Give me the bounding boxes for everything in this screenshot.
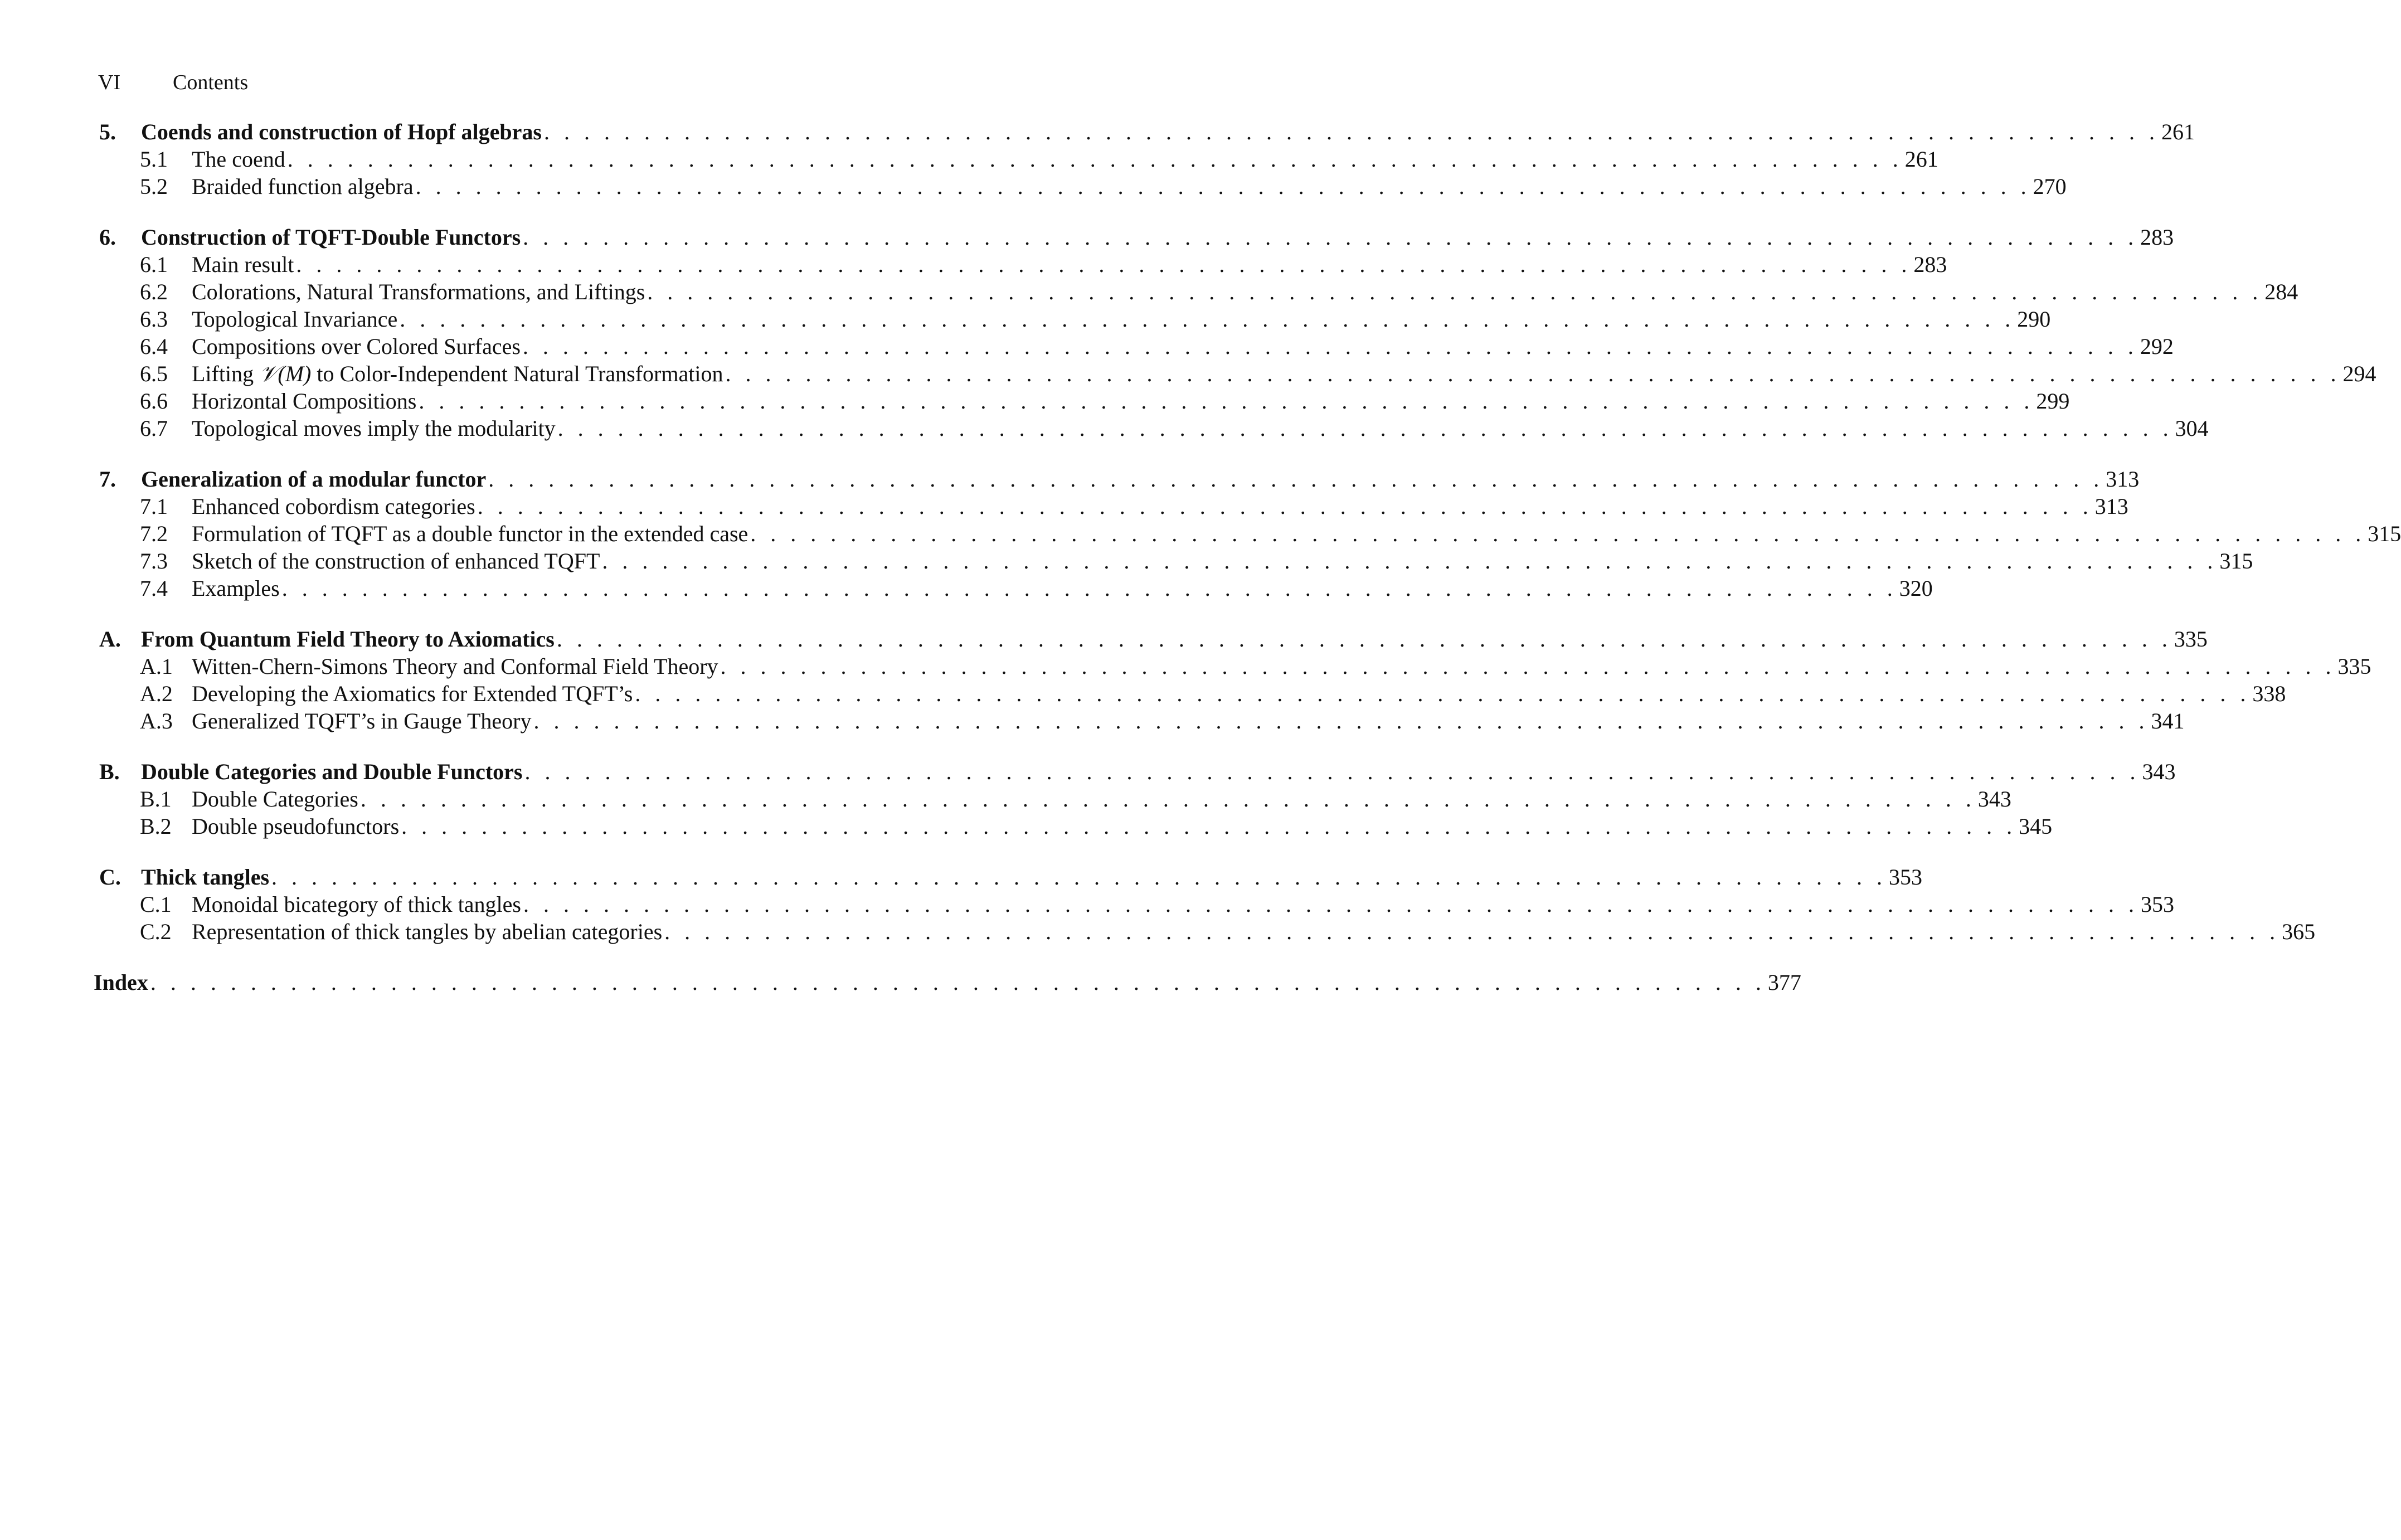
page-number: 290: [2017, 307, 2051, 332]
dot-leader: . . . . . . . . . . . . . . . . . . . . . . . . . . . . . . . . . . . . . . . . . . . . . . . . . . . . . . . . . . . . . . . . . . . . . . . . . . . . . . . . .: [400, 307, 2015, 332]
page-number: 294: [2342, 361, 2376, 386]
dot-leader: . . . . . . . . . . . . . . . . . . . . . . . . . . . . . . . . . . . . . . . . . . . . . . . . . . . . . . . . . . . . . . . . . . . . . . . . . . . . . . . . .: [602, 548, 2218, 574]
section-title: Enhanced cobordism categories: [192, 494, 475, 519]
section-number: A.2: [140, 681, 173, 706]
section-title: The coend: [192, 147, 285, 172]
math-symbol: 𝒱(M): [259, 361, 312, 386]
toc-section-entry[interactable]: [0, 333, 2174, 360]
running-head-title: Contents: [173, 71, 249, 94]
dot-leader: . . . . . . . . . . . . . . . . . . . . . . . . . . . . . . . . . . . . . . . . . . . . . . . . . . . . . . . . . . . . . . . . . . . . . . . . . . . . . . . . .: [401, 814, 2017, 839]
section-title: Developing the Axiomatics for Extended TQFT’s: [192, 681, 633, 706]
section-title: Topological moves imply the modularity: [192, 416, 556, 441]
dot-leader: . . . . . . . . . . . . . . . . . . . . . . . . . . . . . . . . . . . . . . . . . . . . . . . . . . . . . . . . . . . . . . . . . . . . . . . . . . . . . . . . .: [296, 252, 1912, 277]
toc-index-entry[interactable]: [0, 969, 1801, 996]
chapter-number: A.: [99, 626, 121, 652]
chapter-title: Generalization of a modular functor: [141, 467, 487, 492]
dot-leader: . . . . . . . . . . . . . . . . . . . . . . . . . . . . . . . . . . . . . . . . . . . . . . . . . . . . . . . . . . . . . . . . . . . . . . . . . . . . . . . . .: [523, 225, 2138, 250]
toc-section-entry[interactable]: [0, 653, 2371, 680]
toc-index: [0, 969, 1801, 996]
section-number: 7.2: [140, 521, 168, 546]
chapter-title: From Quantum Field Theory to Axiomatics: [141, 626, 555, 652]
section-title: Topological Invariance: [192, 307, 398, 332]
section-title: [192, 360, 723, 387]
section-number: 7.4: [140, 576, 168, 601]
section-title: Examples: [192, 576, 280, 601]
toc-section-entry[interactable]: [0, 360, 2376, 387]
section-title: Representation of thick tangles by abelian categories: [192, 919, 663, 944]
dot-leader: . . . . . . . . . . . . . . . . . . . . . . . . . . . . . . . . . . . . . . . . . . . . . . . . . . . . . . . . . . . . . . . . . . . . . . . . . . . . . . . . .: [533, 708, 2149, 733]
chapter-title: Double Categories and Double Functors: [141, 759, 523, 784]
dot-leader: . . . . . . . . . . . . . . . . . . . . . . . . . . . . . . . . . . . . . . . . . . . . . . . . . . . . . . . . . . . . . . . . . . . . . . . . . . . . . . . . .: [150, 970, 1766, 995]
toc-chapter-7: [0, 465, 2401, 602]
toc-section-entry[interactable]: [0, 278, 2298, 305]
toc-chapter-entry[interactable]: [0, 625, 2208, 653]
section-number: 6.7: [140, 416, 168, 441]
dot-leader: . . . . . . . . . . . . . . . . . . . . . . . . . . . . . . . . . . . . . . . . . . . . . . . . . . . . . . . . . . . . . . . . . . . . . . . . . . . . . . . . .: [271, 864, 1887, 890]
section-title: Compositions over Colored Surfaces: [192, 334, 521, 359]
section-title: Generalized TQFT’s in Gauge Theory: [192, 708, 532, 733]
toc-chapter-entry[interactable]: [0, 224, 2174, 251]
page-number: 353: [1889, 864, 1923, 890]
section-title: Main result: [192, 252, 294, 277]
page-number: 338: [2252, 681, 2286, 706]
page-number: 304: [2175, 416, 2209, 441]
section-number: 5.1: [140, 147, 168, 172]
section-number: C.1: [140, 892, 172, 917]
section-title: Double pseudofunctors: [192, 814, 400, 839]
toc-section-entry[interactable]: [0, 251, 1947, 278]
section-title-prefix: Lifting: [192, 361, 260, 386]
page-number: 299: [2036, 388, 2070, 414]
toc-chapter-5: [0, 118, 2195, 200]
toc-section-entry[interactable]: [0, 918, 2316, 945]
toc-chapter-6: [0, 224, 2376, 442]
page-number: 353: [2140, 892, 2174, 917]
toc-section-entry[interactable]: [0, 707, 2185, 735]
dot-leader: . . . . . . . . . . . . . . . . . . . . . . . . . . . . . . . . . . . . . . . . . . . . . . . . . . . . . . . . . . . . . . . . . . . . . . . . . . . . . . . . .: [725, 361, 2341, 386]
toc-section-entry[interactable]: [0, 547, 2253, 575]
section-title: Formulation of TQFT as a double functor in the extended case: [192, 521, 749, 546]
page-number: 341: [2151, 708, 2185, 733]
section-number: B.1: [140, 786, 172, 812]
section-number: 6.6: [140, 388, 168, 414]
chapter-title: Coends and construction of Hopf algebras: [141, 119, 542, 144]
section-number: 6.2: [140, 279, 168, 304]
section-title: Double Categories: [192, 786, 358, 812]
section-number: 6.3: [140, 307, 168, 332]
page-number: 315: [2368, 521, 2401, 546]
chapter-number: 5.: [99, 119, 116, 144]
dot-leader: . . . . . . . . . . . . . . . . . . . . . . . . . . . . . . . . . . . . . . . . . . . . . . . . . . . . . . . . . . . . . . . . . . . . . . . . . . . . . . . . .: [664, 919, 2280, 944]
page-number: 283: [2140, 225, 2174, 250]
dot-leader: . . . . . . . . . . . . . . . . . . . . . . . . . . . . . . . . . . . . . . . . . . . . . . . . . . . . . . . . . . . . . . . . . . . . . . . . . . . . . . . . .: [750, 521, 2366, 546]
section-title: Monoidal bicategory of thick tangles: [192, 892, 521, 917]
page-number: 345: [2019, 814, 2053, 839]
dot-leader: . . . . . . . . . . . . . . . . . . . . . . . . . . . . . . . . . . . . . . . . . . . . . . . . . . . . . . . . . . . . . . . . . . . . . . . . . . . . . . . . .: [477, 494, 2093, 519]
toc-section-entry[interactable]: [0, 785, 2011, 813]
page-number: 320: [1899, 576, 1933, 601]
page-number: 313: [2094, 494, 2128, 519]
toc-chapter-entry[interactable]: [0, 465, 2140, 493]
dot-leader: . . . . . . . . . . . . . . . . . . . . . . . . . . . . . . . . . . . . . . . . . . . . . . . . . . . . . . . . . . . . . . . . . . . . . . . . . . . . . . . . .: [415, 174, 2031, 199]
page-number: 261: [1904, 147, 1938, 172]
dot-leader: . . . . . . . . . . . . . . . . . . . . . . . . . . . . . . . . . . . . . . . . . . . . . . . . . . . . . . . . . . . . . . . . . . . . . . . . . . . . . . . . .: [635, 681, 2251, 706]
dot-leader: . . . . . . . . . . . . . . . . . . . . . . . . . . . . . . . . . . . . . . . . . . . . . . . . . . . . . . . . . . . . . . . . . . . . . . . . . . . . . . . . .: [360, 786, 1976, 812]
toc-section-entry[interactable]: [0, 145, 1938, 173]
section-title: Horizontal Compositions: [192, 388, 417, 414]
section-title: Colorations, Natural Transformations, and Liftings: [192, 279, 645, 304]
dot-leader: . . . . . . . . . . . . . . . . . . . . . . . . . . . . . . . . . . . . . . . . . . . . . . . . . . . . . . . . . . . . . . . . . . . . . . . . . . . . . . . . .: [287, 147, 1903, 172]
section-number: 5.2: [140, 174, 168, 199]
page-number: 315: [2219, 548, 2253, 574]
chapter-number: C.: [99, 864, 121, 890]
toc-section-entry[interactable]: [0, 891, 2174, 918]
dot-leader: . . . . . . . . . . . . . . . . . . . . . . . . . . . . . . . . . . . . . . . . . . . . . . . . . . . . . . . . . . . . . . . . . . . . . . . . . . . . . . . . .: [543, 119, 2159, 144]
dot-leader: . . . . . . . . . . . . . . . . . . . . . . . . . . . . . . . . . . . . . . . . . . . . . . . . . . . . . . . . . . . . . . . . . . . . . . . . . . . . . . . . .: [522, 334, 2138, 359]
table-of-contents: [0, 118, 2401, 1019]
section-number: 6.4: [140, 334, 168, 359]
toc-section-entry[interactable]: [0, 813, 2053, 840]
toc-appendix-b: [0, 758, 2176, 840]
page-number: 283: [1913, 252, 1947, 277]
page-number: 261: [2161, 119, 2195, 144]
toc-section-entry[interactable]: [0, 415, 2209, 442]
section-title-suffix: to Color-Independent Natural Transformation: [311, 361, 723, 386]
dot-leader: . . . . . . . . . . . . . . . . . . . . . . . . . . . . . . . . . . . . . . . . . . . . . . . . . . . . . . . . . . . . . . . . . . . . . . . . . . . . . . . . .: [523, 892, 2138, 917]
page-number: 335: [2174, 626, 2208, 652]
chapter-number: B.: [99, 759, 120, 784]
toc-section-entry[interactable]: [0, 305, 2051, 333]
page-number: 343: [2142, 759, 2176, 784]
page-number: 313: [2106, 467, 2140, 492]
page-number: 284: [2264, 279, 2298, 304]
section-number: A.3: [140, 708, 173, 733]
toc-section-entry[interactable]: [0, 520, 2401, 547]
page-number: 343: [1977, 786, 2011, 812]
toc-section-entry[interactable]: [0, 680, 2286, 707]
section-number: 6.5: [140, 361, 168, 386]
section-number: B.2: [140, 814, 172, 839]
page-number: 335: [2337, 654, 2371, 679]
running-head: [98, 70, 850, 95]
dot-leader: . . . . . . . . . . . . . . . . . . . . . . . . . . . . . . . . . . . . . . . . . . . . . . . . . . . . . . . . . . . . . . . . . . . . . . . . . . . . . . . . .: [557, 416, 2173, 441]
page-number: 292: [2140, 334, 2174, 359]
dot-leader: . . . . . . . . . . . . . . . . . . . . . . . . . . . . . . . . . . . . . . . . . . . . . . . . . . . . . . . . . . . . . . . . . . . . . . . . . . . . . . . . .: [647, 279, 2263, 304]
page-folio: VI: [98, 71, 121, 94]
section-number: C.2: [140, 919, 172, 944]
toc-appendix-c: [0, 863, 2316, 945]
section-number: 7.3: [140, 548, 168, 574]
chapter-number: 6.: [99, 225, 116, 250]
dot-leader: . . . . . . . . . . . . . . . . . . . . . . . . . . . . . . . . . . . . . . . . . . . . . . . . . . . . . . . . . . . . . . . . . . . . . . . . . . . . . . . . .: [556, 626, 2172, 652]
toc-section-entry[interactable]: [0, 387, 2070, 415]
toc-chapter-entry[interactable]: [0, 758, 2176, 785]
dot-leader: . . . . . . . . . . . . . . . . . . . . . . . . . . . . . . . . . . . . . . . . . . . . . . . . . . . . . . . . . . . . . . . . . . . . . . . . . . . . . . . . .: [419, 388, 2034, 414]
section-number: 6.1: [140, 252, 168, 277]
chapter-title: Construction of TQFT-Double Functors: [141, 225, 521, 250]
toc-section-entry[interactable]: [0, 493, 2128, 520]
toc-chapter-entry[interactable]: [0, 118, 2195, 145]
section-number: A.1: [140, 654, 173, 679]
section-number: 7.1: [140, 494, 168, 519]
index-title: Index: [94, 970, 148, 995]
page-number: 377: [1767, 970, 1801, 995]
section-title: Sketch of the construction of enhanced TQFT: [192, 548, 600, 574]
dot-leader: . . . . . . . . . . . . . . . . . . . . . . . . . . . . . . . . . . . . . . . . . . . . . . . . . . . . . . . . . . . . . . . . . . . . . . . . . . . . . . . . .: [524, 759, 2140, 784]
chapter-title: Thick tangles: [141, 864, 270, 890]
dot-leader: . . . . . . . . . . . . . . . . . . . . . . . . . . . . . . . . . . . . . . . . . . . . . . . . . . . . . . . . . . . . . . . . . . . . . . . . . . . . . . . . .: [488, 467, 2104, 492]
dot-leader: . . . . . . . . . . . . . . . . . . . . . . . . . . . . . . . . . . . . . . . . . . . . . . . . . . . . . . . . . . . . . . . . . . . . . . . . . . . . . . . . .: [720, 654, 2336, 679]
chapter-number: 7.: [99, 467, 116, 492]
section-title: Braided function algebra: [192, 174, 414, 199]
toc-section-entry[interactable]: [0, 173, 2067, 200]
toc-section-entry[interactable]: [0, 575, 1933, 602]
dot-leader: . . . . . . . . . . . . . . . . . . . . . . . . . . . . . . . . . . . . . . . . . . . . . . . . . . . . . . . . . . . . . . . . . . . . . . . . . . . . . . . . .: [281, 576, 1897, 601]
page-number: 270: [2033, 174, 2067, 199]
page-number: 365: [2282, 919, 2316, 944]
toc-appendix-a: [0, 625, 2371, 735]
toc-chapter-entry[interactable]: [0, 863, 1923, 891]
section-title: Witten-Chern-Simons Theory and Conformal Field Theory: [192, 654, 718, 679]
